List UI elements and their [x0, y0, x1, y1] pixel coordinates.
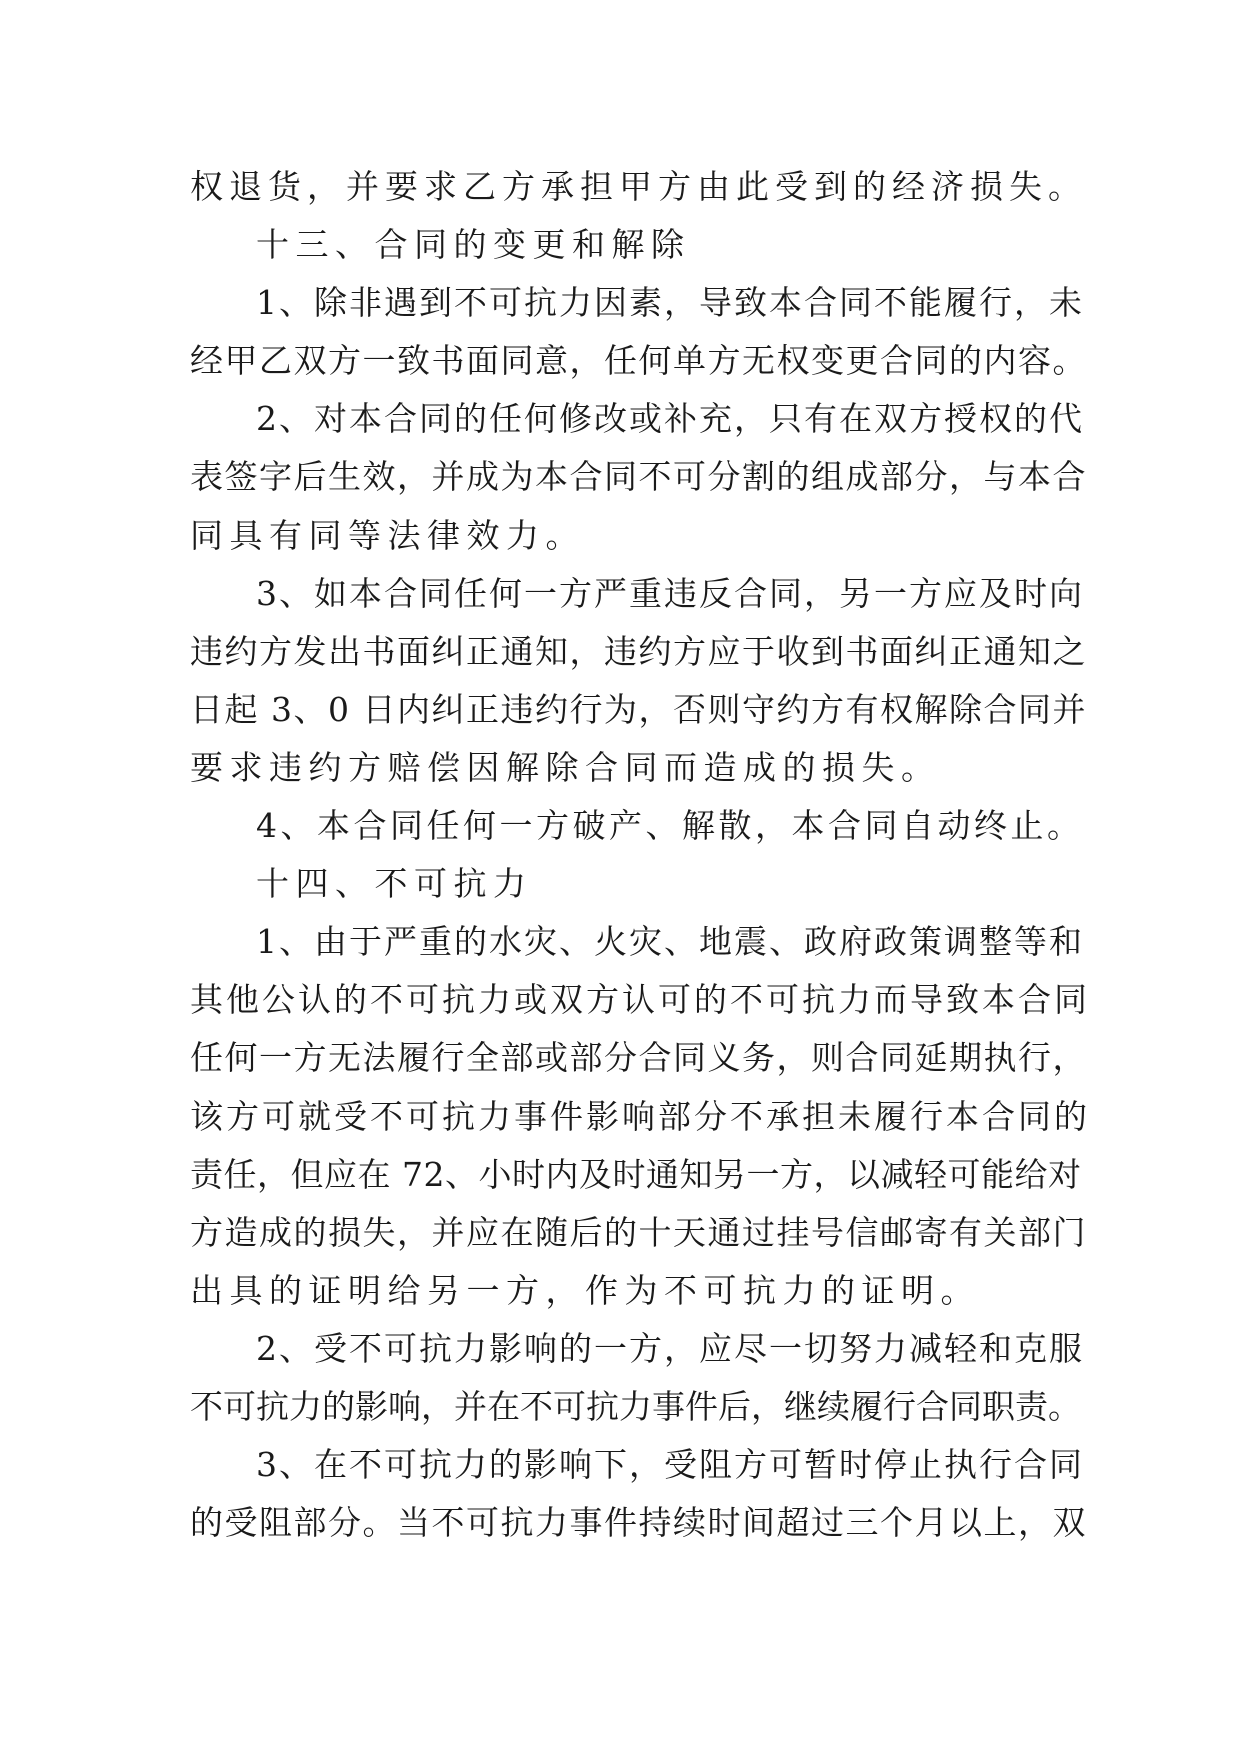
text-line: 要求违约方赔偿因解除合同而造成的损失。: [190, 747, 941, 787]
text-line: 不可抗力的影响，并在不可抗力事件后，继续履行合同职责。: [190, 1386, 1081, 1426]
text-line: 4、本合同任何一方破产、解散，本合同自动终止。: [256, 806, 1084, 846]
text-line: 十三、合同的变更和解除: [256, 225, 691, 265]
text-line: 权退货，并要求乙方承担甲方由此受到的经济损失。: [190, 167, 1087, 206]
text-line: 责任，但应在 72、小时内及时通知另一方，以减轻可能给对: [190, 1154, 1082, 1194]
text-line: 1、由于严重的水灾、火灾、地震、政府政策调整等和: [256, 922, 1084, 962]
text-line: 出具的证明给另一方，作为不可抗力的证明。: [190, 1270, 980, 1310]
text-line: 该方可就受不可抗力事件影响部分不承担未履行本合同的: [190, 1096, 1090, 1136]
text-line: 十四、不可抗力: [256, 864, 533, 904]
text-line: 同具有同等法律效力。: [190, 515, 585, 555]
text-line: 3、在不可抗力的影响下，受阻方可暂时停止执行合同: [256, 1445, 1084, 1485]
text-line: 2、受不可抗力影响的一方，应尽一切努力减轻和克服: [256, 1328, 1084, 1368]
text-line: 任何一方无法履行全部或部分合同义务，则合同延期执行，: [190, 1038, 1087, 1078]
text-line: 表签字后生效，并成为本合同不可分割的组成部分，与本合: [190, 457, 1087, 497]
text-line: 3、如本合同任何一方严重违反合同，另一方应及时向: [256, 573, 1084, 613]
text-line: 其他公认的不可抗力或双方认可的不可抗力而导致本合同: [190, 980, 1090, 1020]
text-line: 日起 3、0 日内纠正违约行为，否则守约方有权解除合同并: [190, 689, 1087, 729]
text-line: 经甲乙双方一致书面同意，任何单方无权变更合同的内容。: [190, 341, 1087, 381]
text-line: 违约方发出书面纠正通知，违约方应于收到书面纠正通知之: [190, 631, 1087, 671]
text-line: 1、除非遇到不可抗力因素，导致本合同不能履行，未: [256, 283, 1084, 323]
text-line: 2、对本合同的任何修改或补充，只有在双方授权的代: [256, 399, 1084, 439]
document-body: [190, 158, 1090, 1552]
text-line: 方造成的损失，并应在随后的十天通过挂号信邮寄有关部门: [190, 1212, 1087, 1252]
text-line: 的受阻部分。当不可抗力事件持续时间超过三个月以上，双: [190, 1503, 1087, 1543]
